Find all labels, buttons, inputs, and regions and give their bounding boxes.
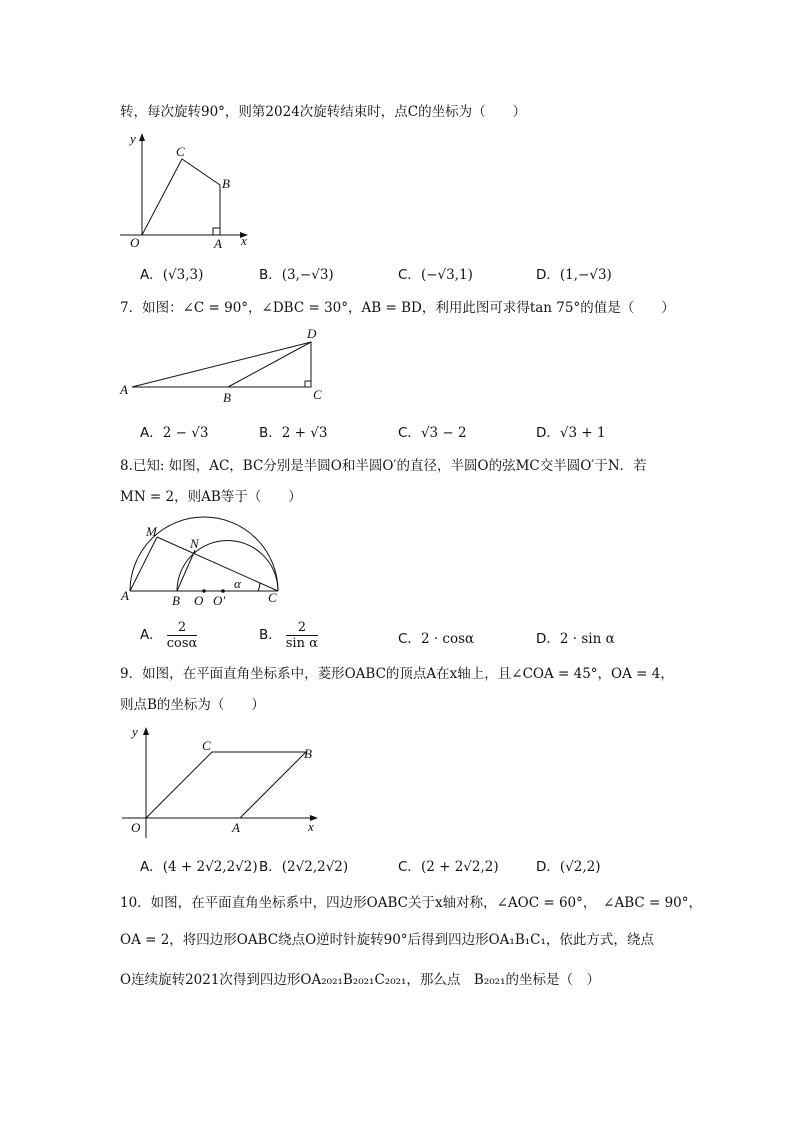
q8-angle-alpha: α — [234, 576, 241, 591]
q8-figure — [118, 512, 288, 612]
q7-point-b: B — [223, 390, 231, 405]
q9-point-b: B — [304, 746, 312, 761]
q8-option-a[interactable]: A． $\frac{2}{\cos\alpha}$ — [140, 620, 198, 651]
q9-option-b[interactable]: B．(2√2,2√2) — [259, 859, 349, 875]
q8-text-line1: 8.已知: 如图，AC，BC分别是半圆O和半圆O′的直径，半圆O的弦MC交半圆O′于N．若 — [120, 458, 647, 474]
q6-option-c[interactable]: C．(−√3,1) — [398, 267, 473, 283]
q8-point-a: A — [121, 588, 129, 603]
q6-option-b[interactable]: B．(3,−√3) — [259, 267, 334, 283]
q6-figure — [118, 125, 258, 250]
q6-point-c: C — [176, 144, 185, 159]
q7-option-a[interactable]: A．2 − √3 — [140, 425, 209, 441]
q9-axis-y: y — [132, 724, 138, 739]
q7-point-a: A — [120, 382, 128, 397]
q7-option-b[interactable]: B．2 + √3 — [259, 425, 328, 441]
q9-option-d[interactable]: D．(√2,2) — [536, 859, 601, 875]
q8-point-b: B — [172, 593, 180, 608]
q8-option-d[interactable]: D．2 · sin α — [536, 631, 615, 647]
q6-text: 转，每次旋转90°，则第2024次旋转结束时，点C的坐标为（ ） — [120, 104, 527, 120]
q6-axis-x: x — [241, 233, 247, 248]
q6-axis-y: y — [130, 131, 136, 146]
q6-point-a: A — [214, 236, 222, 250]
q9-text-line1: 9．如图，在平面直角坐标系中，菱形OABC的顶点A在x轴上，且∠COA = 45°，OA = 4， — [120, 666, 674, 682]
q9-axis-x: x — [308, 819, 314, 834]
q7-option-c[interactable]: C．√3 − 2 — [398, 425, 467, 441]
q10-text-line2: OA = 2，将四边形OABC绕点O逆时针旋转90°后得到四边形OA₁B₁C₁，依此方式，绕点 — [120, 932, 654, 948]
q8-point-n: N — [190, 536, 199, 551]
q9-option-a[interactable]: A．(4 + 2√2,2√2) — [140, 859, 258, 875]
q10-text-line1: 10．如图，在平面直角坐标系中，四边形OABC关于x轴对称，∠AOC = 60°， ∠ABC = 90°， — [120, 895, 703, 911]
q7-point-d: D — [307, 326, 317, 341]
q6-point-o: O — [130, 235, 140, 250]
q7-point-c: C — [313, 387, 322, 402]
q7-text: 7．如图：∠C = 90°，∠DBC = 30°，AB = BD，利用此图可求得tan 75°的值是（ ） — [120, 300, 675, 316]
q9-point-a: A — [232, 820, 240, 835]
q8-point-c: C — [268, 590, 277, 605]
q8-option-b[interactable]: B． $\frac{2}{\text{sin α}}$ — [259, 620, 318, 651]
q8-option-c[interactable]: C．2 · cosα — [398, 631, 475, 647]
q7-figure — [118, 322, 333, 408]
q9-figure — [118, 720, 328, 840]
q10-text-line3: O连续旋转2021次得到四边形OA₂₀₂₁B₂₀₂₁C₂₀₂₁，那么点 B₂₀₂₁的坐标是（ ） — [120, 972, 601, 988]
q9-text-line2: 则点B的坐标为（ ） — [120, 697, 265, 713]
q6-option-a[interactable]: A．(√3,3) — [140, 267, 204, 283]
q9-option-c[interactable]: C．(2 + 2√2,2) — [398, 859, 499, 875]
q6-option-d[interactable]: D．(1,−√3) — [536, 267, 612, 283]
q8-point-o-prime: O′ — [213, 593, 226, 608]
q8-point-o: O — [194, 593, 204, 608]
q9-point-o: O — [131, 820, 141, 835]
q7-option-d[interactable]: D．√3 + 1 — [536, 425, 606, 441]
q8-point-m: M — [146, 524, 157, 539]
q8-text-line2: MN = 2，则AB等于（ ） — [120, 489, 302, 505]
q9-point-c: C — [202, 738, 211, 753]
q6-point-b: B — [222, 176, 230, 191]
